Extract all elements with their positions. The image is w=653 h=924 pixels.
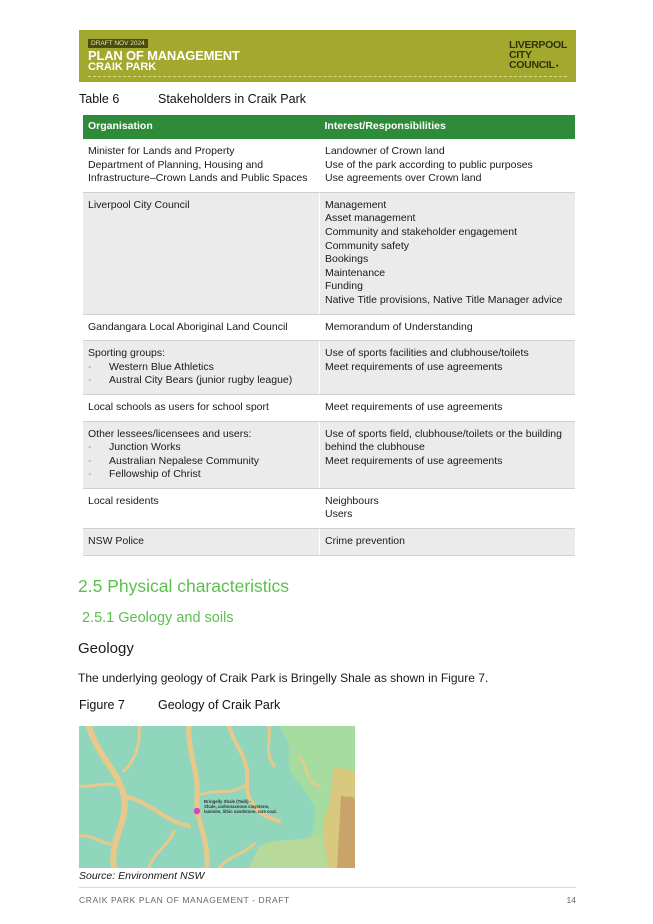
draft-tag: DRAFT NOV 2024	[88, 39, 148, 48]
bullet-text: Junction Works	[109, 441, 181, 454]
organisation-cell	[83, 421, 320, 488]
interest-text: Use of the park according to public purposes	[325, 158, 533, 171]
organisation-bullet	[88, 455, 314, 469]
figure-source: Source: Environment NSW	[79, 870, 205, 882]
banner-divider	[88, 76, 567, 77]
bullet-text: Austral City Bears (junior rugby league)	[109, 374, 293, 387]
table-row	[83, 421, 575, 488]
table-row	[83, 529, 575, 556]
table-number: Table 6	[79, 92, 120, 106]
figure-number: Figure 7	[79, 698, 125, 712]
interest-text: Use agreements over Crown land	[325, 172, 482, 185]
map-label-line: Bringelly Shale (Twib) -	[204, 799, 252, 804]
organisation-cell	[83, 394, 320, 421]
interest-text: Community safety	[325, 239, 410, 252]
organisation-text: Local residents	[88, 494, 159, 507]
organisation-text: Infrastructure–Crown Lands and Public Spaces	[88, 172, 308, 185]
map-label-line: Shale, carbonaceous claystone,	[204, 804, 270, 809]
organisation-text: Sporting groups:	[88, 347, 166, 360]
interest-text: Asset management	[325, 212, 416, 225]
stakeholders-table	[83, 115, 575, 556]
interest-cell	[320, 394, 576, 421]
geology-heading: Geology	[78, 640, 134, 657]
organisation-text: Other lessees/licensees and users:	[88, 427, 252, 440]
organisation-text: Liverpool City Council	[88, 198, 190, 211]
interest-cell	[320, 421, 576, 488]
interest-text: Use of sports field, clubhouse/toilets or the building	[325, 427, 562, 440]
council-logo	[509, 40, 567, 71]
organisation-text: Department of Planning, Housing and	[88, 158, 264, 171]
organisation-bullet	[88, 374, 314, 388]
footer-text: CRAIK PARK PLAN OF MANAGEMENT - DRAFT	[79, 895, 290, 905]
interest-text: Maintenance	[325, 266, 386, 279]
organisation-cell	[83, 488, 320, 528]
table-header-row	[83, 115, 575, 139]
organisation-cell	[83, 192, 320, 314]
organisation-cell	[83, 314, 320, 341]
organisation-cell	[83, 341, 320, 395]
table-row	[83, 341, 575, 395]
interest-text: Landowner of Crown land	[325, 145, 445, 157]
interest-text: Users	[325, 508, 353, 521]
interest-text: Meet requirements of use agreements	[325, 454, 503, 467]
document-subtitle: CRAIK PARK	[88, 61, 157, 73]
organisation-bullet	[88, 361, 314, 375]
subsection-heading: 2.5.1 Geology and soils	[82, 610, 234, 626]
map-label-line: laminite, lithic sandstone, rare coal.	[204, 809, 277, 814]
bullet-text: Australian Nepalese Community	[109, 454, 259, 467]
organisation-cell	[83, 529, 320, 556]
table-row	[83, 139, 575, 192]
page-number: 14	[566, 895, 576, 905]
table-caption	[79, 92, 306, 106]
bullet-dash-icon: -	[88, 454, 92, 467]
organisation-cell	[83, 139, 320, 192]
document-title: PLAN OF MANAGEMENT	[88, 48, 240, 63]
geology-map	[79, 726, 355, 868]
organisation-text: NSW Police	[88, 535, 145, 548]
interest-text: Meet requirements of use agreements	[325, 400, 503, 413]
column-header-interest: Interest/Responsibilities	[320, 115, 576, 139]
interest-text: Use of sports facilities and clubhouse/toilets	[325, 347, 529, 360]
interest-text: Management	[325, 198, 387, 211]
interest-text: Funding	[325, 280, 363, 293]
logo-line: CITY	[509, 49, 532, 61]
bullet-text: Fellowship of Christ	[109, 468, 201, 481]
interest-text: behind the clubhouse	[325, 441, 425, 454]
column-header-organisation: Organisation	[83, 115, 320, 139]
figure-caption	[79, 698, 280, 712]
table-row	[83, 192, 575, 314]
logo-line: COUNCIL●	[509, 59, 559, 71]
header-banner	[79, 30, 576, 82]
bullet-dash-icon: -	[88, 374, 92, 387]
table-row	[83, 394, 575, 421]
interest-cell	[320, 314, 576, 341]
interest-text: Memorandum of Understanding	[325, 320, 473, 333]
bullet-dash-icon: -	[88, 360, 92, 373]
table-body	[83, 139, 575, 555]
footer-divider	[79, 887, 576, 888]
bullet-dash-icon: -	[88, 441, 92, 454]
organisation-text: Minister for Lands and Property	[88, 145, 235, 157]
interest-text: Neighbours	[325, 494, 379, 507]
interest-cell	[320, 341, 576, 395]
interest-cell	[320, 192, 576, 314]
interest-cell	[320, 139, 576, 192]
table-row	[83, 314, 575, 341]
interest-cell	[320, 529, 576, 556]
organisation-bullet	[88, 468, 314, 482]
interest-text: Community and stakeholder engagement	[325, 225, 518, 238]
figure-title: Geology of Craik Park	[158, 698, 281, 712]
site-marker	[194, 808, 200, 814]
bullet-dash-icon: -	[88, 468, 92, 481]
table-title: Stakeholders in Craik Park	[158, 92, 306, 106]
interest-cell	[320, 488, 576, 528]
logo-line: LIVERPOOL	[509, 39, 567, 51]
interest-text: Meet requirements of use agreements	[325, 360, 503, 373]
geology-paragraph: The underlying geology of Craik Park is Bringelly Shale as shown in Figure 7.	[78, 671, 489, 685]
organisation-bullet	[88, 441, 314, 455]
interest-text: Crime prevention	[325, 535, 405, 548]
interest-text: Bookings	[325, 253, 369, 266]
table-row	[83, 488, 575, 528]
organisation-text: Local schools as users for school sport	[88, 400, 269, 413]
logo-dot-icon: ●	[555, 63, 559, 69]
organisation-text: Gandangara Local Aboriginal Land Council	[88, 320, 288, 333]
bullet-text: Western Blue Athletics	[109, 360, 214, 373]
interest-text: Native Title provisions, Native Title Manager advice	[325, 293, 563, 306]
section-heading: 2.5 Physical characteristics	[78, 576, 290, 596]
geology-map-image	[79, 726, 355, 868]
